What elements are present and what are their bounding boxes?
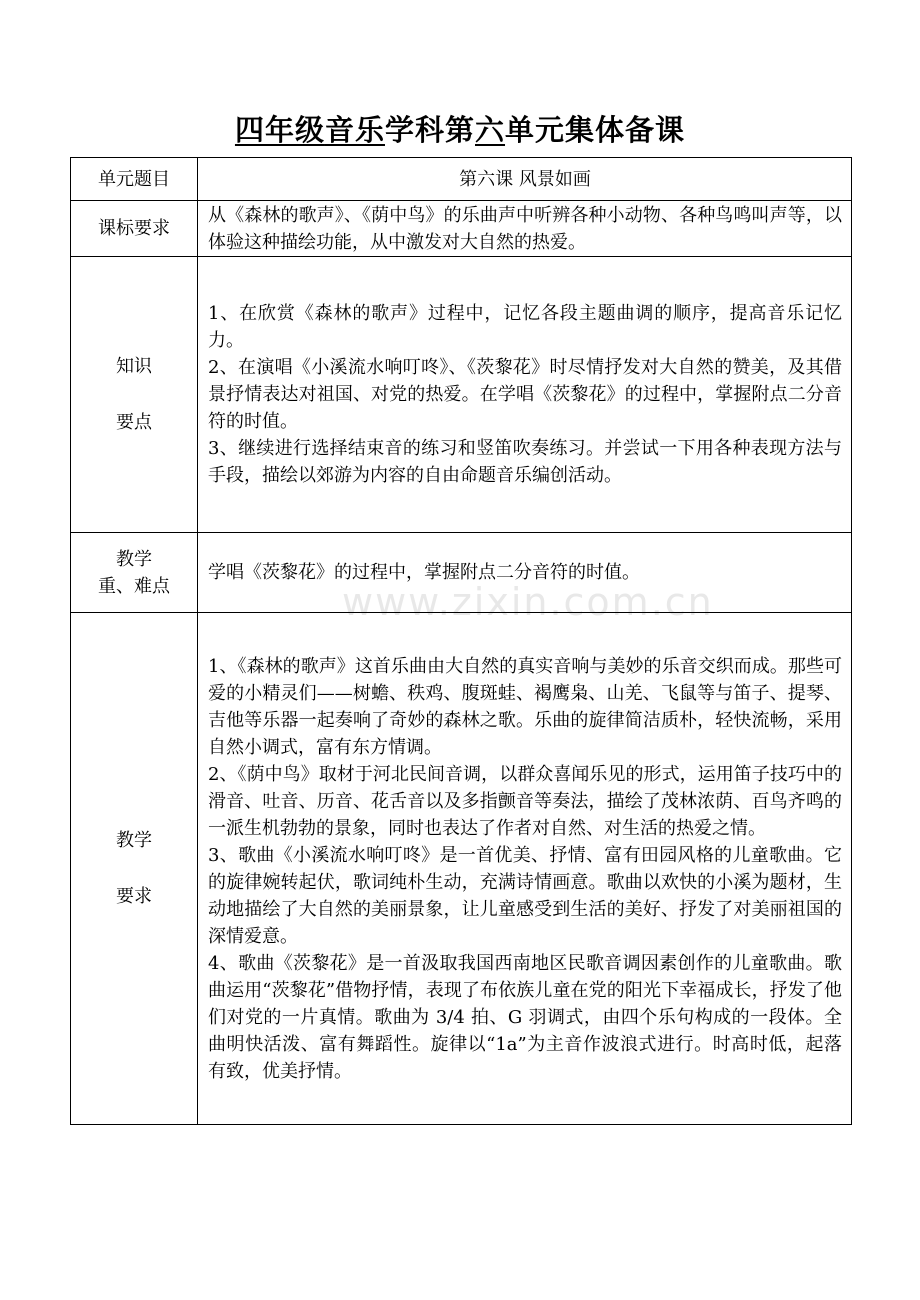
lesson-plan-table bbox=[70, 157, 852, 1125]
key-difficult-points-label-line1: 教学 bbox=[116, 548, 152, 570]
teaching-requirements-content bbox=[198, 613, 852, 1125]
unit-topic-content bbox=[198, 158, 852, 201]
key-difficult-points-content bbox=[198, 533, 852, 613]
curriculum-requirements-content bbox=[198, 201, 852, 257]
title-subject: 音乐 bbox=[324, 113, 385, 147]
knowledge-point-1: 1、在欣赏《森林的歌声》过程中，记忆各段主题曲调的顺序，提高音乐记忆力。 bbox=[208, 303, 842, 351]
key-difficult-points-text: 学唱《茨黎花》的过程中，掌握附点二分音符的时值。 bbox=[208, 562, 640, 583]
title-unit-number: 六 bbox=[475, 113, 506, 147]
table-row-curriculum-requirements bbox=[71, 201, 852, 257]
unit-topic-text: 第六课 风景如画 bbox=[459, 168, 591, 190]
teaching-requirements-label bbox=[71, 613, 198, 1125]
title-grade: 四年级 bbox=[234, 113, 325, 147]
teaching-requirements-label-line1: 教学 bbox=[116, 830, 152, 851]
watermark: www.zixin.com.cn bbox=[342, 580, 714, 624]
knowledge-points-label-line1: 知识 bbox=[116, 356, 152, 377]
knowledge-point-2: 2、在演唱《小溪流水响叮咚》、《茨黎花》时尽情抒发对大自然的赞美，及其借景抒情表达对祖国、对党的热爱。在学唱《茨黎花》的过程中，掌握附点二分音符的时值。 bbox=[208, 357, 842, 432]
document-title bbox=[0, 108, 920, 152]
title-end: 单元集体备课 bbox=[505, 113, 686, 147]
teaching-requirement-4: 4、歌曲《茨黎花》是一首汲取我国西南地区民歌音调因素创作的儿童歌曲。歌曲运用“茨黎花”借物抒情，表现了布依族儿童在党的阳光下幸福成长，抒发了他们对党的一片真情。歌曲为 3/4 拍、G 羽调式，由四个乐句构成的一段体。全曲明快活泼、富有舞蹈性。旋律以“1a”为主音作波浪式进行。时高时低，起落有致，优美抒情。 bbox=[208, 952, 842, 1082]
knowledge-points-content bbox=[198, 257, 852, 533]
knowledge-point-3: 3、继续进行选择结束音的练习和竖笛吹奏练习。并尝试一下用各种表现方法与手段，描绘以郊游为内容的自由命题音乐编创活动。 bbox=[208, 438, 842, 486]
title-middle: 学科第 bbox=[384, 113, 475, 147]
curriculum-requirements-label-text: 课标要求 bbox=[98, 218, 170, 239]
table-row-key-difficult-points bbox=[71, 533, 852, 613]
teaching-requirement-3: 3、歌曲《小溪流水响叮咚》是一首优美、抒情、富有田园风格的儿童歌曲。它的旋律婉转起伏，歌词纯朴生动，充满诗情画意。歌曲以欢快的小溪为题材，生动地描绘了大自然的美丽景象，让儿童感受到生活的美好、抒发了对美丽祖国的深情爱意。 bbox=[208, 844, 842, 947]
teaching-requirement-1: 1、《森林的歌声》这首乐曲由大自然的真实音响与美妙的乐音交织而成。那些可爱的小精灵们——树蟾、秩鸡、腹斑蛙、褐鹰枭、山羌、飞鼠等与笛子、提琴、吉他等乐器一起奏响了奇妙的森林之歌。乐曲的旋律简洁质朴，轻快流畅，采用自然小调式，富有东方情调。 bbox=[208, 655, 842, 758]
table-row-teaching-requirements bbox=[71, 613, 852, 1125]
curriculum-requirements-label bbox=[71, 201, 198, 257]
knowledge-points-label bbox=[71, 257, 198, 533]
unit-topic-label bbox=[71, 158, 198, 201]
knowledge-points-label-line2: 要点 bbox=[116, 412, 152, 433]
key-difficult-points-label bbox=[71, 533, 198, 613]
table-row-unit-topic bbox=[71, 158, 852, 201]
teaching-requirement-2: 2、《荫中鸟》取材于河北民间音调，以群众喜闻乐见的形式，运用笛子技巧中的滑音、吐音、历音、花舌音以及多指颤音等奏法，描绘了茂林浓荫、百鸟齐鸣的一派生机勃勃的景象，同时也表达了作者对自然、对生活的热爱之情。 bbox=[208, 763, 842, 839]
curriculum-requirements-text: 从《森林的歌声》、《荫中鸟》的乐曲声中听辨各种小动物、各种鸟鸣叫声等，以体验这种描绘功能，从中激发对大自然的热爱。 bbox=[208, 204, 842, 253]
unit-topic-label-text: 单元题目 bbox=[98, 168, 170, 190]
teaching-requirements-label-line2: 要求 bbox=[116, 886, 152, 907]
key-difficult-points-label-line2: 重、难点 bbox=[98, 575, 170, 597]
table-row-knowledge-points bbox=[71, 257, 852, 533]
